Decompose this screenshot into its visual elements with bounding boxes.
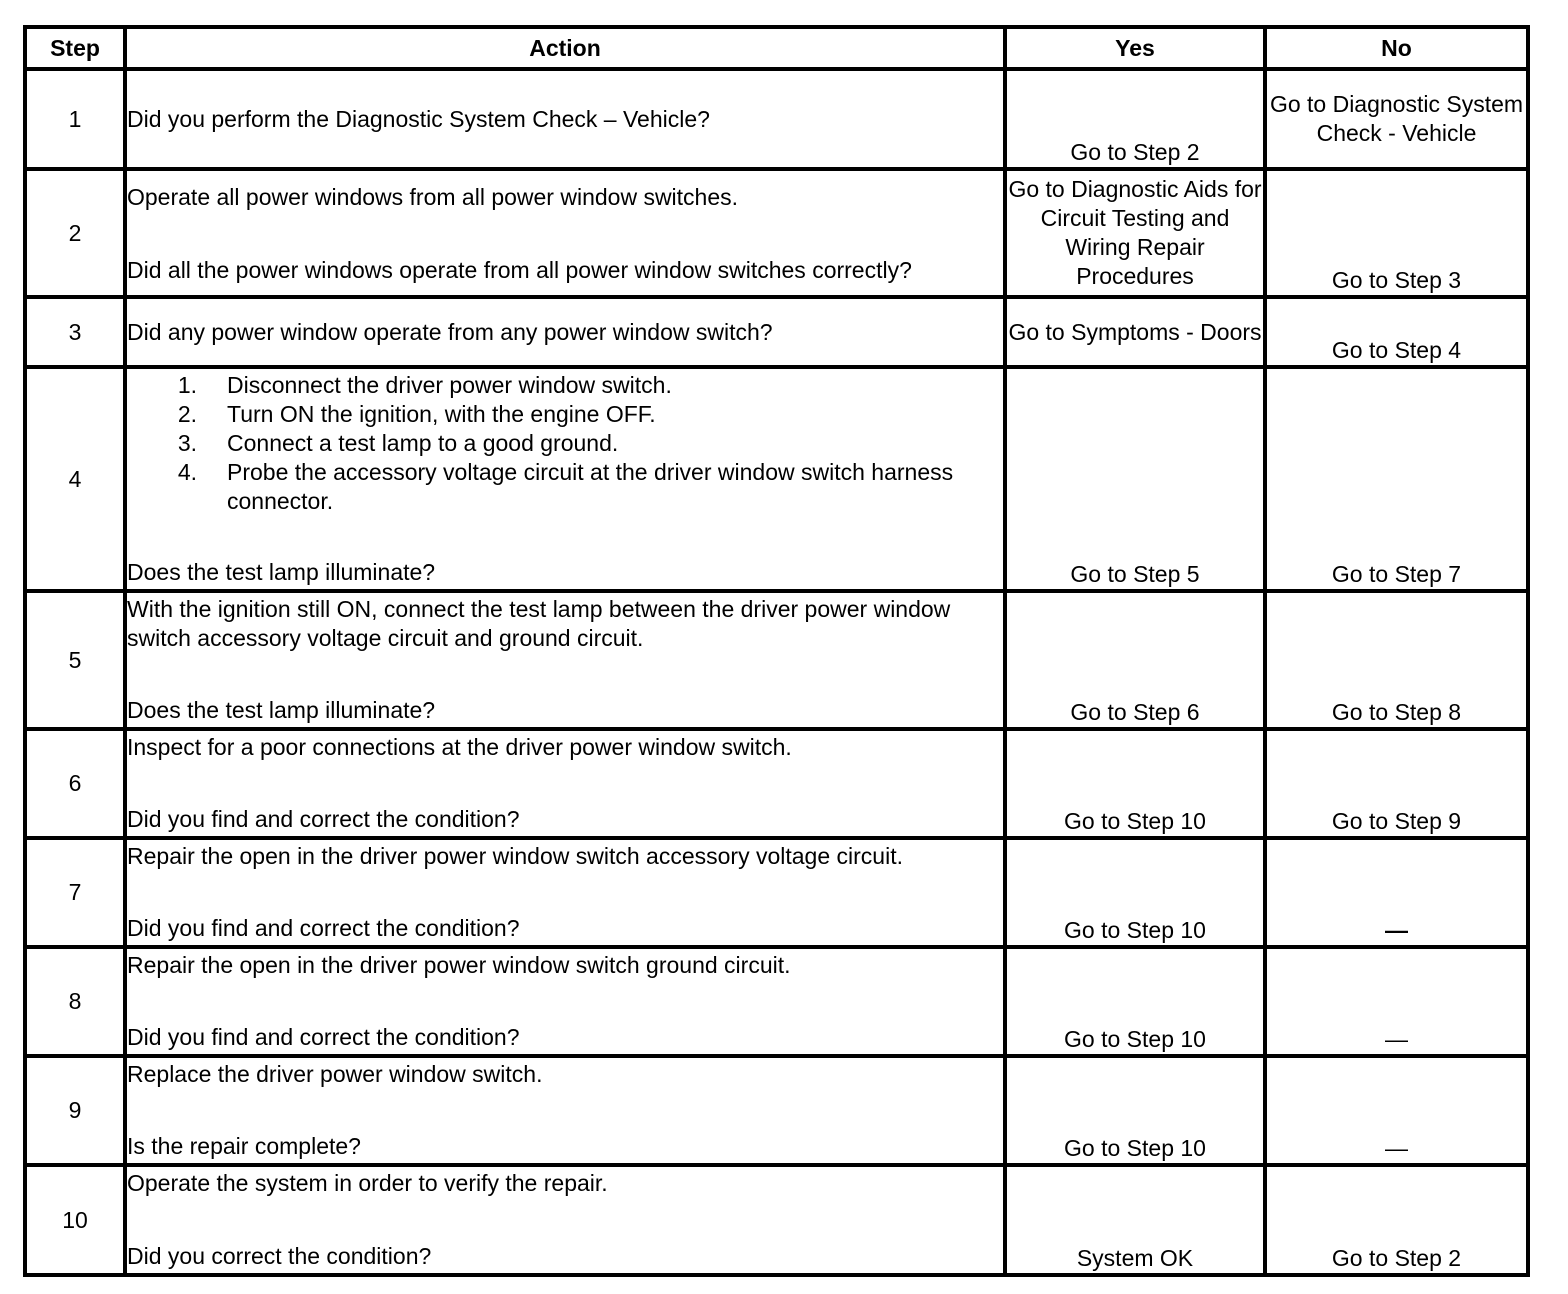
table-row bbox=[25, 69, 1528, 169]
table-row bbox=[25, 591, 1528, 729]
yes-result: Go to Step 10 bbox=[1005, 947, 1265, 1056]
no-result: Go to Step 7 bbox=[1265, 367, 1528, 591]
yes-result: System OK bbox=[1005, 1165, 1265, 1275]
table-row bbox=[25, 729, 1528, 838]
step-number: 1 bbox=[25, 69, 125, 169]
action-question: Did you find and correct the condition? bbox=[127, 806, 520, 832]
yes-result: Go to Step 10 bbox=[1005, 1056, 1265, 1165]
no-result: Go to Step 8 bbox=[1265, 591, 1528, 729]
action-text: Did any power window operate from any power window switch? bbox=[127, 318, 773, 345]
diagnostic-table bbox=[23, 25, 1530, 1277]
no-result: Go to Step 3 bbox=[1265, 169, 1528, 297]
action-text: Operate all power windows from all power window switches. bbox=[127, 184, 739, 210]
action-cell bbox=[125, 729, 1005, 838]
no-result: Go to Diagnostic System Check - Vehicle bbox=[1265, 69, 1528, 169]
no-result: — bbox=[1265, 947, 1528, 1056]
step-number: 8 bbox=[25, 947, 125, 1056]
step-number: 7 bbox=[25, 838, 125, 947]
action-question: Did you find and correct the condition? bbox=[127, 1024, 520, 1050]
action-cell bbox=[125, 838, 1005, 947]
step-number: 6 bbox=[25, 729, 125, 838]
no-result: — bbox=[1265, 1056, 1528, 1165]
action-cell bbox=[125, 169, 1005, 297]
step-number: 2 bbox=[25, 169, 125, 297]
list-item: 3. Connect a test lamp to a good ground. bbox=[177, 430, 619, 456]
yes-result: Go to Step 5 bbox=[1005, 367, 1265, 591]
header-action: Action bbox=[125, 27, 1005, 69]
table-row bbox=[25, 1165, 1528, 1275]
action-cell bbox=[125, 1056, 1005, 1165]
no-result: — bbox=[1265, 838, 1528, 947]
substep-list bbox=[127, 371, 1003, 516]
step-number: 9 bbox=[25, 1056, 125, 1165]
yes-result: Go to Step 10 bbox=[1005, 838, 1265, 947]
step-number: 4 bbox=[25, 367, 125, 591]
header-row bbox=[25, 27, 1528, 69]
action-text: Did you perform the Diagnostic System Check – Vehicle? bbox=[127, 105, 710, 132]
action-text: Replace the driver power window switch. bbox=[127, 1061, 543, 1087]
header-yes: Yes bbox=[1005, 27, 1265, 69]
yes-result: Go to Step 2 bbox=[1005, 69, 1265, 169]
table-row bbox=[25, 297, 1528, 367]
action-text: Repair the open in the driver power window switch accessory voltage circuit. bbox=[127, 843, 903, 869]
step-number: 3 bbox=[25, 297, 125, 367]
action-question: Did you correct the condition? bbox=[127, 1243, 432, 1269]
action-question: Is the repair complete? bbox=[127, 1133, 361, 1159]
action-cell bbox=[125, 591, 1005, 729]
action-text: Repair the open in the driver power window switch ground circuit. bbox=[127, 952, 791, 978]
action-question: Does the test lamp illuminate? bbox=[127, 559, 436, 585]
no-result: Go to Step 2 bbox=[1265, 1165, 1528, 1275]
action-question: Did you find and correct the condition? bbox=[127, 915, 520, 941]
action-text: With the ignition still ON, connect the test lamp between the driver power window switch accessory voltage circuit and ground circuit. bbox=[127, 596, 951, 651]
table-row bbox=[25, 947, 1528, 1056]
list-item: 4. Probe the accessory voltage circuit at the driver window switch harness connector. bbox=[177, 459, 954, 514]
action-cell bbox=[125, 947, 1005, 1056]
list-item: 2. Turn ON the ignition, with the engine OFF. bbox=[177, 401, 656, 427]
action-cell bbox=[125, 297, 1005, 367]
action-text: Operate the system in order to verify the repair. bbox=[127, 1170, 608, 1196]
yes-result: Go to Symptoms - Doors bbox=[1005, 297, 1265, 367]
action-cell bbox=[125, 1165, 1005, 1275]
table-row bbox=[25, 1056, 1528, 1165]
action-cell bbox=[125, 69, 1005, 169]
yes-result: Go to Step 6 bbox=[1005, 591, 1265, 729]
action-question: Does the test lamp illuminate? bbox=[127, 697, 436, 723]
table-row bbox=[25, 169, 1528, 297]
list-item: 1. Disconnect the driver power window switch. bbox=[177, 372, 672, 398]
header-step: Step bbox=[25, 27, 125, 69]
action-question: Did all the power windows operate from all power window switches correctly? bbox=[127, 257, 912, 283]
step-number: 5 bbox=[25, 591, 125, 729]
header-no: No bbox=[1265, 27, 1528, 69]
yes-result: Go to Diagnostic Aids for Circuit Testing and Wiring Repair Procedures bbox=[1005, 169, 1265, 297]
yes-result: Go to Step 10 bbox=[1005, 729, 1265, 838]
no-result: Go to Step 9 bbox=[1265, 729, 1528, 838]
step-number: 10 bbox=[25, 1165, 125, 1275]
table-row bbox=[25, 367, 1528, 591]
action-cell bbox=[125, 367, 1005, 591]
action-text: Inspect for a poor connections at the driver power window switch. bbox=[127, 734, 792, 760]
table-row bbox=[25, 838, 1528, 947]
no-result: Go to Step 4 bbox=[1265, 297, 1528, 367]
